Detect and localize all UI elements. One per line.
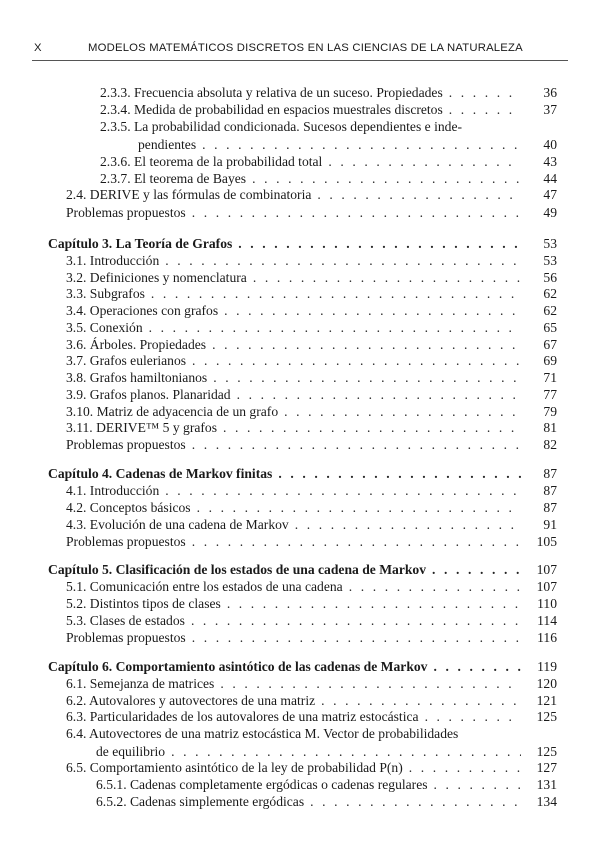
- toc-entry: [66, 725, 557, 742]
- toc-leader-dots: [252, 170, 521, 187]
- toc-entry: [96, 776, 557, 793]
- toc-entry: [66, 612, 557, 629]
- toc-leader-dots: [434, 776, 521, 793]
- toc-leader-dots: [295, 516, 521, 533]
- toc-leader-dots: [213, 369, 521, 386]
- toc-page-number: 40: [543, 137, 557, 152]
- toc-entry: [66, 692, 557, 709]
- toc-entry-label: 4.1. Introducción: [66, 483, 160, 498]
- toc-leader-dots: [425, 708, 521, 725]
- toc-entry-label: 2.3.6. El teorema de la probabilidad total: [100, 154, 323, 169]
- toc-page-number: 120: [536, 676, 557, 691]
- toc-page-number: 107: [536, 579, 557, 594]
- toc-page-number: 82: [543, 437, 557, 452]
- toc-entry: [66, 629, 557, 646]
- toc-entry-label: 4.3. Evolución de una cadena de Markov: [66, 517, 289, 532]
- toc-page-number: 65: [543, 320, 557, 335]
- toc-entry-label: 5.1. Comunicación entre los estados de una cadena: [66, 579, 343, 594]
- toc-entry-label: 2.3.4. Medida de probabilidad en espacios muestrales discretos: [100, 102, 443, 117]
- toc-entry: [66, 319, 557, 336]
- toc-page-number: 36: [543, 85, 557, 100]
- toc-page-number: 44: [543, 171, 557, 186]
- toc-entry: [100, 153, 557, 170]
- toc-entry-label: 6.1. Semejanza de matrices: [66, 676, 215, 691]
- toc-entry-label: Capítulo 5. Clasificación de los estados de una cadena de Markov: [48, 562, 427, 577]
- toc-entry-label: Problemas propuestos: [66, 437, 186, 452]
- toc-entry-label: 3.11. DERIVE™ 5 y grafos: [66, 420, 217, 435]
- toc-entry-label: Problemas propuestos: [66, 630, 186, 645]
- toc-entry: [100, 118, 557, 135]
- toc-page-number: 53: [543, 236, 557, 251]
- toc-page-number: 125: [536, 744, 557, 759]
- toc-entry-label: Problemas propuestos: [66, 534, 186, 549]
- toc-leader-dots: [349, 578, 521, 595]
- toc-entry-label: 3.2. Definiciones y nomenclatura: [66, 270, 247, 285]
- toc-page-number: 56: [543, 270, 557, 285]
- toc-entry: [66, 269, 557, 286]
- toc-entry-label: 3.1. Introducción: [66, 253, 160, 268]
- toc-entry-label: Capítulo 3. La Teoría de Grafos: [48, 236, 233, 251]
- toc-leader-dots: [328, 153, 521, 170]
- toc-leader-dots: [191, 612, 521, 629]
- toc-page-number: 53: [543, 253, 557, 268]
- toc-entry-label: Capítulo 6. Comportamiento asintótico de las cadenas de Markov: [48, 659, 428, 674]
- toc-page-number: 131: [536, 777, 557, 792]
- toc-leader-dots: [238, 235, 521, 252]
- toc-entry-label: 3.5. Conexión: [66, 320, 143, 335]
- toc-leader-dots: [202, 136, 521, 153]
- toc-entry-label: 3.4. Operaciones con grafos: [66, 303, 219, 318]
- toc-page-number: 121: [536, 693, 557, 708]
- toc-leader-dots: [165, 252, 521, 269]
- toc-leader-dots: [224, 302, 521, 319]
- toc-page-number: 47: [543, 187, 557, 202]
- toc-page-number: 105: [536, 534, 557, 549]
- toc-leader-dots: [192, 436, 521, 453]
- toc-entry: [66, 436, 557, 453]
- toc-chapter-entry: [48, 465, 557, 482]
- toc-leader-dots: [449, 101, 521, 118]
- toc-entry-label: 6.5.2. Cadenas simplemente ergódicas: [96, 794, 305, 809]
- toc-entry: [66, 252, 557, 269]
- header-running-title: MODELOS MATEMÁTICOS DISCRETOS EN LAS CIENCIAS DE LA NATURALEZA: [88, 42, 523, 54]
- toc-entry-label: pendientes: [138, 137, 197, 152]
- toc-entry: [66, 578, 557, 595]
- toc-entry: [66, 386, 557, 403]
- toc-page-number: 62: [543, 286, 557, 301]
- toc-entry-label: 3.10. Matriz de adyacencia de un grafo: [66, 404, 279, 419]
- toc-entry-label: 6.4. Autovectores de una matriz estocástica M. Vector de probabilidades: [66, 726, 459, 741]
- toc-entry: [138, 136, 557, 153]
- toc-entry: [66, 675, 557, 692]
- toc-page-number: 91: [543, 517, 557, 532]
- toc-entry-label: 5.2. Distintos tipos de clases: [66, 596, 221, 611]
- toc-leader-dots: [192, 352, 521, 369]
- toc-entry-label: 5.3. Clases de estados: [66, 613, 185, 628]
- toc-leader-dots: [284, 403, 521, 420]
- toc-page-number: 87: [543, 483, 557, 498]
- toc-entry: [66, 186, 557, 203]
- toc-entry-label: Problemas propuestos: [66, 205, 186, 220]
- toc-entry-label: 6.2. Autovalores y autovectores de una matriz: [66, 693, 316, 708]
- toc-leader-dots: [321, 692, 521, 709]
- toc-leader-dots: [278, 465, 521, 482]
- toc-entry-label: 2.3.5. La probabilidad condicionada. Sucesos dependientes e inde-: [100, 119, 463, 134]
- toc-leader-dots: [432, 561, 521, 578]
- toc-leader-dots: [227, 595, 521, 612]
- toc-page-number: 110: [537, 596, 557, 611]
- toc-entry-label: 4.2. Conceptos básicos: [66, 500, 191, 515]
- toc-leader-dots: [237, 386, 521, 403]
- toc-entry-label: Capítulo 4. Cadenas de Markov finitas: [48, 466, 273, 481]
- toc-leader-dots: [409, 759, 521, 776]
- toc-entry: [96, 793, 557, 810]
- toc-leader-dots: [449, 84, 521, 101]
- toc-entry: [100, 84, 557, 101]
- toc-leader-dots: [223, 419, 521, 436]
- toc-leader-dots: [192, 204, 521, 221]
- toc-entry-label: 3.6. Árboles. Propiedades: [66, 337, 207, 352]
- toc-chapter-entry: [48, 235, 557, 252]
- toc-leader-dots: [171, 743, 521, 760]
- toc-entry: [66, 533, 557, 550]
- toc-leader-dots: [310, 793, 521, 810]
- toc-entry: [66, 352, 557, 369]
- toc-page-number: 107: [536, 562, 557, 577]
- toc-leader-dots: [165, 482, 521, 499]
- toc-page-number: 43: [543, 154, 557, 169]
- toc-entry: [66, 516, 557, 533]
- toc-page-number: 116: [537, 630, 557, 645]
- toc-entry-label: 3.9. Grafos planos. Planaridad: [66, 387, 231, 402]
- toc-entry: [66, 595, 557, 612]
- toc-entry: [66, 302, 557, 319]
- toc-entry-label: 6.5.1. Cadenas completamente ergódicas o cadenas regulares: [96, 777, 428, 792]
- toc-leader-dots: [197, 499, 521, 516]
- toc-page-number: 77: [543, 387, 557, 402]
- toc-leader-dots: [253, 269, 521, 286]
- toc-entry: [96, 743, 557, 760]
- toc-page-number: 62: [543, 303, 557, 318]
- header-page-number: X: [34, 42, 42, 54]
- toc-page-number: 79: [543, 404, 557, 419]
- toc-entry-label: 3.8. Grafos hamiltonianos: [66, 370, 208, 385]
- toc-page-number: 37: [543, 102, 557, 117]
- toc-page-number: 67: [543, 337, 557, 352]
- toc-page-number: 69: [543, 353, 557, 368]
- toc-page-number: 87: [543, 466, 557, 481]
- toc-entry-label: 2.3.3. Frecuencia absoluta y relativa de un suceso. Propiedades: [100, 85, 443, 100]
- toc-page-number: 134: [536, 794, 557, 809]
- toc-entry: [66, 708, 557, 725]
- toc-page-number: 71: [543, 370, 557, 385]
- toc-entry: [66, 369, 557, 386]
- toc-entry: [100, 170, 557, 187]
- toc-page-number: 87: [543, 500, 557, 515]
- toc-leader-dots: [317, 186, 521, 203]
- toc-entry: [66, 759, 557, 776]
- toc-entry-label: de equilibrio: [96, 744, 166, 759]
- toc-entry-label: 3.3. Subgrafos: [66, 286, 145, 301]
- toc-entry: [66, 403, 557, 420]
- toc-leader-dots: [220, 675, 521, 692]
- toc-leader-dots: [192, 533, 521, 550]
- toc-page-number: 114: [537, 613, 557, 628]
- toc-leader-dots: [149, 319, 521, 336]
- toc-entry: [66, 204, 557, 221]
- toc-chapter-entry: [48, 658, 557, 675]
- toc-entry: [66, 499, 557, 516]
- toc-entry: [66, 482, 557, 499]
- toc-leader-dots: [192, 629, 521, 646]
- toc-entry: [66, 336, 557, 353]
- toc-entry-label: 3.7. Grafos eulerianos: [66, 353, 187, 368]
- toc-entry: [66, 419, 557, 436]
- toc-page-number: 49: [543, 205, 557, 220]
- toc-entry-label: 6.5. Comportamiento asintótico de la ley de probabilidad P(n): [66, 760, 403, 775]
- toc-page-number: 81: [543, 420, 557, 435]
- toc-chapter-entry: [48, 561, 557, 578]
- toc-leader-dots: [212, 336, 521, 353]
- toc-entry-label: 6.3. Particularidades de los autovalores de una matriz estocástica: [66, 709, 419, 724]
- toc-leader-dots: [151, 285, 521, 302]
- toc-entry: [66, 285, 557, 302]
- toc-page-number: 127: [536, 760, 557, 775]
- toc-entry-label: 2.4. DERIVE y las fórmulas de combinatoria: [66, 187, 312, 202]
- toc-page-number: 119: [537, 659, 557, 674]
- toc-page-number: 125: [536, 709, 557, 724]
- toc-leader-dots: [433, 658, 521, 675]
- toc-entry-label: 2.3.7. El teorema de Bayes: [100, 171, 247, 186]
- toc-entry: [100, 101, 557, 118]
